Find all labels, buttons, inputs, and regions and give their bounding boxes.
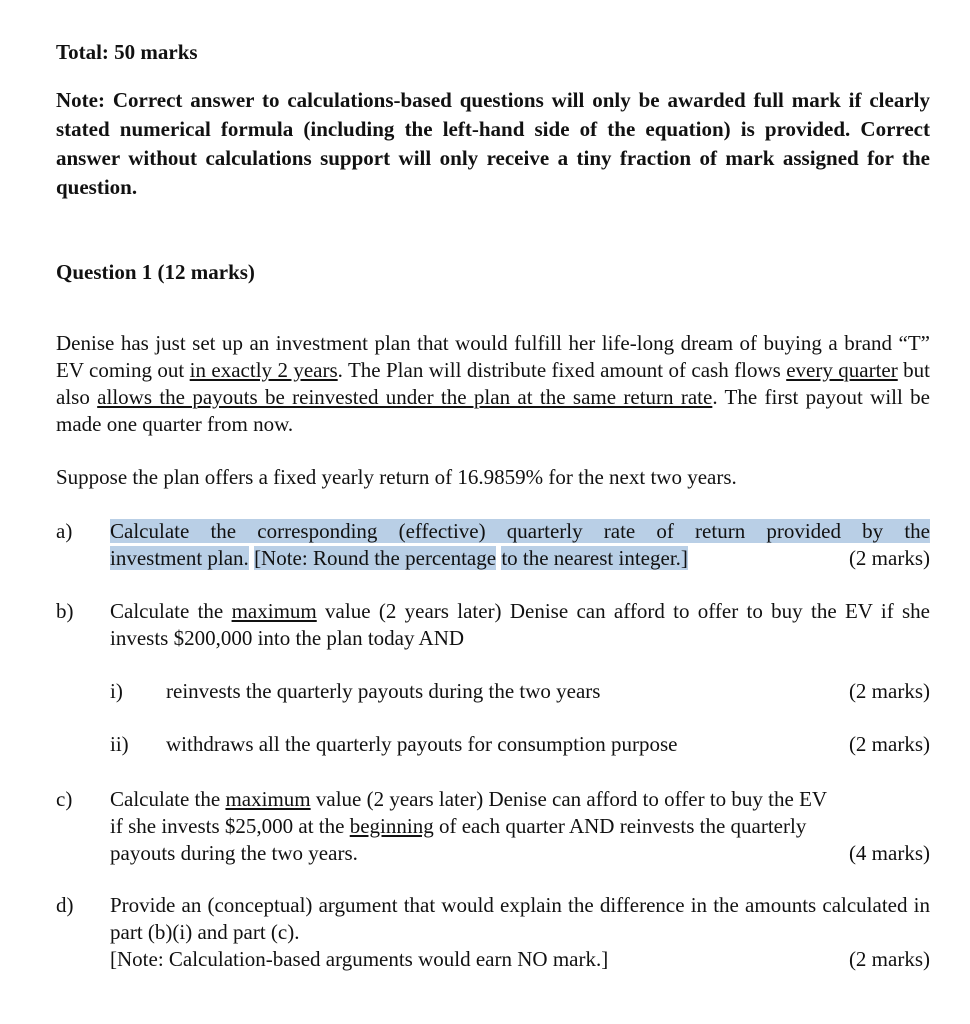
- part-d-line1: Provide an (conceptual) argument that would explain the difference in the amounts calculated in part (b)(i) and part (c).: [110, 893, 930, 944]
- part-c-underline-beginning: beginning: [349, 814, 434, 838]
- part-c-underline-maximum: maximum: [225, 787, 311, 811]
- part-a-line2b: [Note: Round the percentage: [254, 546, 497, 570]
- marking-note: Note: Correct answer to calculations-based questions will only be awarded full mark if clearly stated numerical formula (including the left-hand side of the equation) is provided. Correct answer without calculations support will only receive a tiny fraction of mark assigned for the question.: [56, 88, 930, 199]
- part-a: [56, 518, 930, 574]
- part-a-body: [110, 518, 930, 572]
- intro-text-1: Denise has just set up an investment plan that would fulfill her life-long dream of buying a brand “T” EV coming out: [56, 331, 930, 382]
- assumption-text: Suppose the plan offers a fixed yearly return of 16.9859% for the next two years.: [56, 465, 737, 489]
- part-a-label: a): [56, 519, 73, 543]
- part-a-marks: (2 marks): [848, 546, 930, 570]
- intro-text-3: but also: [56, 358, 930, 409]
- part-a-line1: Calculate the corresponding (effective) quarterly rate of return provided by the: [110, 519, 930, 543]
- part-c-body: [110, 786, 840, 867]
- part-b-i-label: i): [110, 679, 123, 703]
- intro-underline-timeframe: in exactly 2 years: [189, 358, 338, 382]
- question-intro: [56, 330, 930, 438]
- part-b: [56, 598, 930, 654]
- part-b-label: b): [56, 599, 74, 623]
- part-d-marks: (2 marks): [848, 947, 930, 971]
- part-b-ii-text: withdraws all the quarterly payouts for consumption purpose: [166, 732, 678, 756]
- part-b-ii-label: ii): [110, 732, 129, 756]
- part-d-body: [110, 892, 930, 973]
- part-d-label: d): [56, 893, 74, 917]
- part-c-marks: (4 marks): [848, 841, 930, 865]
- part-b-text-2: value (2 years later) Denise can afford to offer to buy the EV if she invests $200,000 into the plan today AND: [110, 599, 930, 650]
- part-b-text-1: Calculate the: [110, 599, 232, 623]
- question-title: Question 1 (12 marks): [56, 260, 255, 284]
- part-b-i-marks: (2 marks): [848, 679, 930, 703]
- part-a-line2c: to the nearest integer.]: [501, 546, 688, 570]
- part-c-text-1: Calculate the: [110, 787, 226, 811]
- intro-underline-reinvest: allows the payouts be reinvested under the plan at the same return rate: [97, 385, 713, 409]
- part-c-text-2: value (2 years later) Denise can afford to offer to buy the EV if she invests $25,000 at the: [110, 787, 827, 838]
- part-b-body: [110, 598, 930, 652]
- part-d: [56, 892, 930, 974]
- part-b-i-text: reinvests the quarterly payouts during the two years: [166, 679, 601, 703]
- total-marks: Total: 50 marks: [56, 40, 198, 64]
- part-a-line2a: investment plan.: [110, 546, 249, 570]
- part-c: [56, 786, 930, 868]
- part-b-underline-maximum: maximum: [231, 599, 317, 623]
- part-b-ii-marks: (2 marks): [848, 732, 930, 756]
- intro-underline-frequency: every quarter: [786, 358, 898, 382]
- part-c-label: c): [56, 787, 73, 811]
- intro-text-4: . The first payout will be made one quarter from now.: [56, 385, 930, 436]
- intro-text-2: . The Plan will distribute fixed amount of cash flows: [337, 358, 787, 382]
- part-d-line2: [Note: Calculation-based arguments would earn NO mark.]: [110, 947, 609, 971]
- part-c-text-3: of each quarter AND reinvests the quarterly payouts during the two years.: [110, 814, 807, 865]
